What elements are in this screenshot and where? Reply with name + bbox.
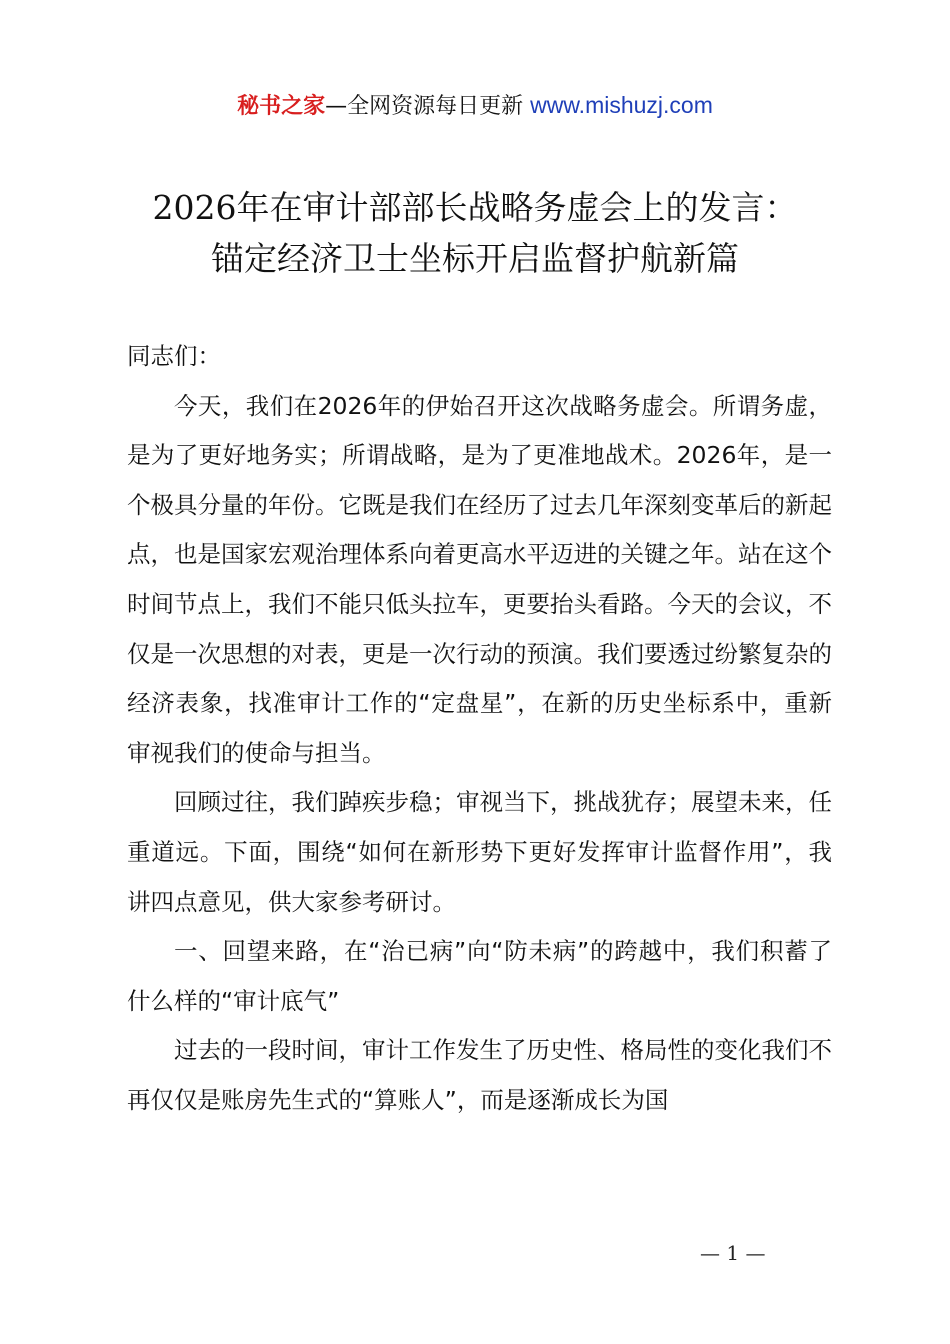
paragraph-overview: 回顾过往，我们踔疾步稳；审视当下，挑战犹存；展望未来，任重道远。下面，围绕“如何在新形势下更好发挥审计监督作用”，我讲四点意见，供大家参考研讨。 [127,788,832,916]
section-heading-1: 一、回望来路，在“治已病”向“防未病”的跨越中，我们积蓄了什么样的“审计底气” [127,937,832,1015]
site-brand: 秘书之家 [237,94,326,119]
site-tagline: —全网资源每日更新 [325,94,531,119]
paragraph-intro: 今天，我们在2026年的伊始召开这次战略务虚会。所谓务虚，是为了更好地务实；所谓战略，是为了更准地战术。2026年，是一个极具分量的年份。它既是我们在经历了过去几年深刻变革后的新起点，也是国家宏观治理体系向着更高水平迈进的关键之年。站在这个时间节点上，我们不能只低头拉车，更要抬头看路。今天的会议，不仅是一次思想的对表，更是一次行动的预演。我们要透过纷繁复杂的经济表象，找准审计工作的“定盘星”，在新的历史坐标系中，重新审视我们的使命与担当。 [127,391,832,767]
title-line-2: 锚定经济卫士坐标开启监督护航新篇 [211,239,739,278]
site-header [0,86,950,126]
document-body [127,332,832,1126]
salutation: 同志们： [127,342,221,370]
paragraph-section-1: 过去的一段时间，审计工作发生了历史性、格局性的变化我们不再仅仅是账房先生式的“算账人”，而是逐渐成长为国 [127,1036,832,1114]
title-line-1: 2026年在审计部部长战略务虚会上的发言： [152,188,798,227]
site-url-link[interactable]: www.mishuzj.com [530,92,713,118]
page-number: — 1 — [700,1241,766,1265]
document-title [60,182,890,284]
